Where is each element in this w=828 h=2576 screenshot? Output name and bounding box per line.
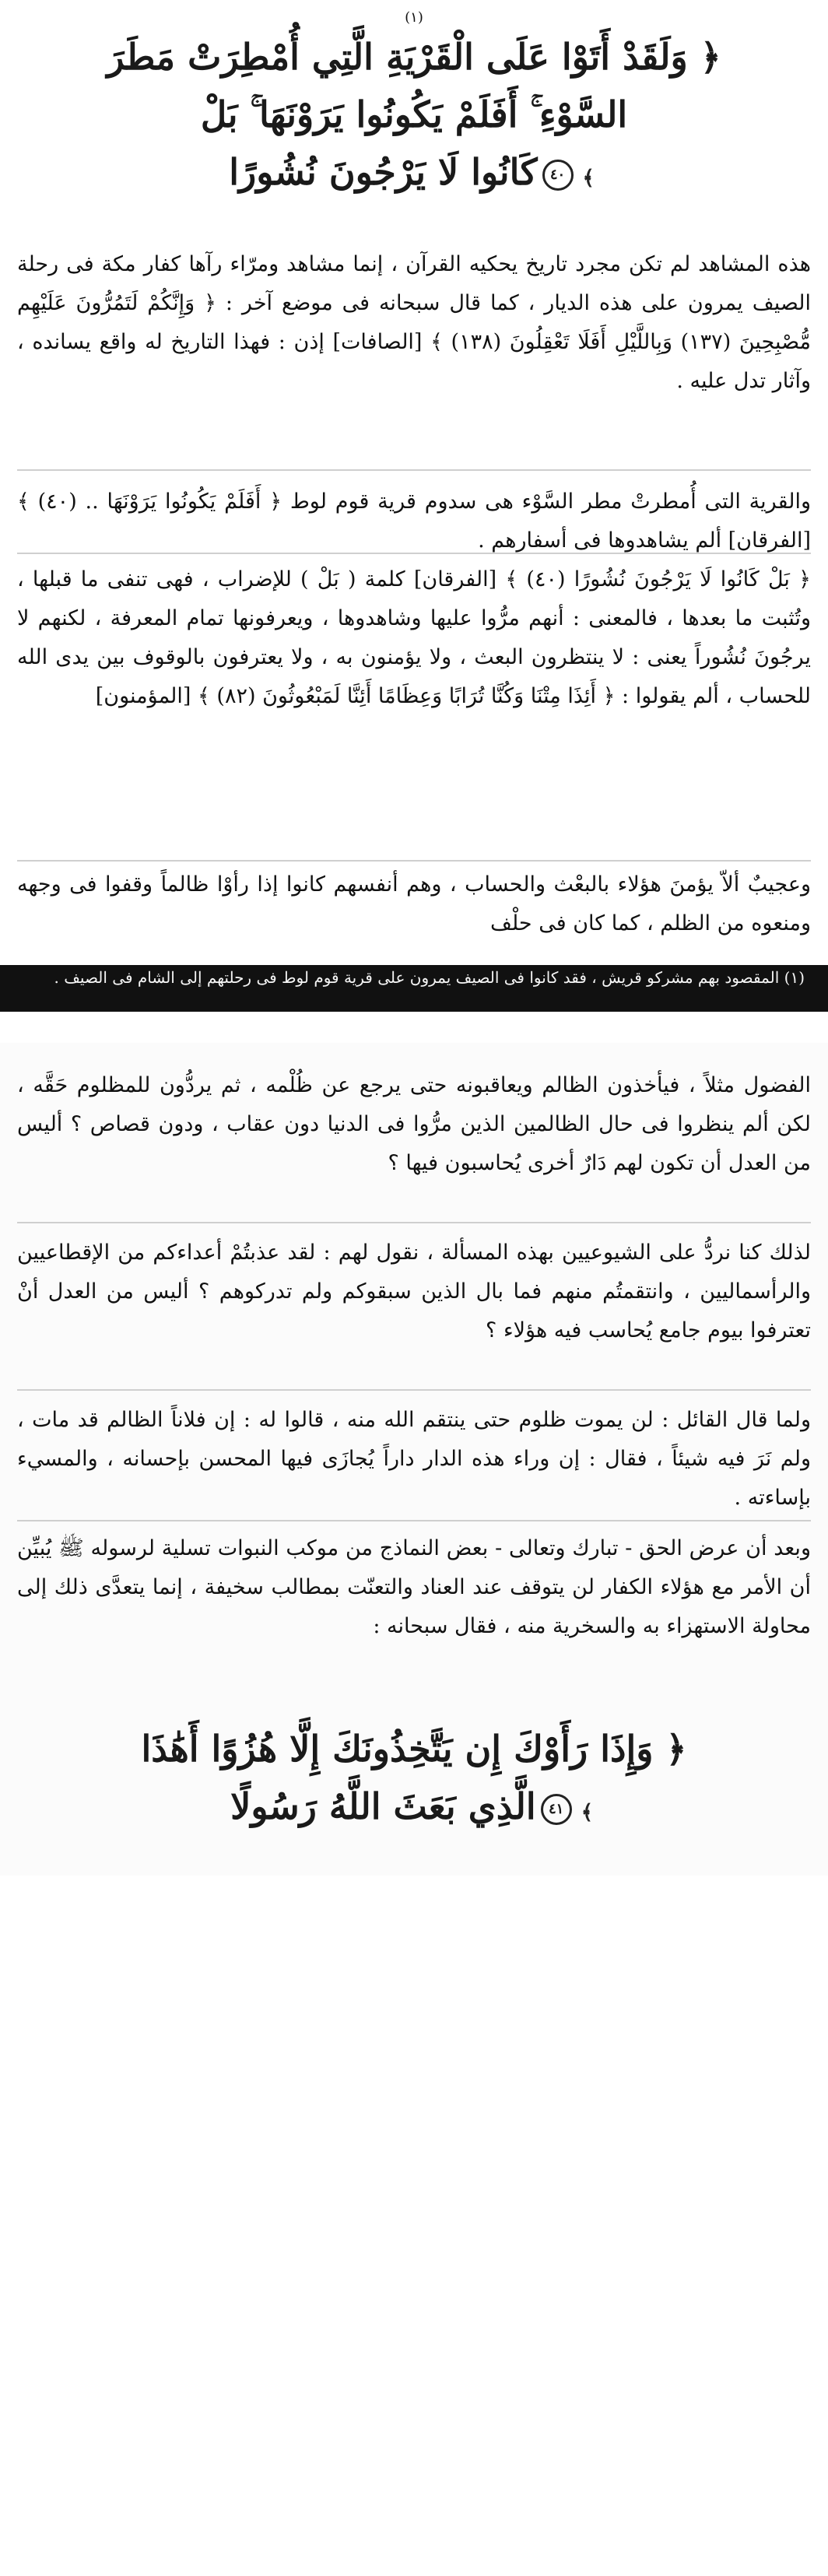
verse-line: ﴿ وَلَقَدْ أَتَوْا عَلَى الْقَرْيَةِ الَّتِي أُمْطِرَتْ مَطَرَ: [107, 36, 721, 78]
divider: [17, 1222, 811, 1223]
verse-number: ٤٠: [542, 160, 574, 191]
verse-number: ٤١: [541, 1794, 572, 1825]
footnote-bar: (١) المقصود بهم مشركو قريش ، فقد كانوا فى الصيف يمرون على قرية قوم لوط فى رحلتهم إلى الشام فى الصيف .: [0, 965, 828, 1012]
bottom-page: [0, 1043, 828, 1876]
closing-verse: [31, 1720, 797, 1841]
verse-line: [31, 143, 797, 207]
paragraph: والقرية التى أُمطرتْ مطر السَّوْء هى سدوم قرية قوم لوط ﴿ أَفَلَمْ يَكُونُوا يَرَوْنَهَا .. (٤٠) ﴾ [الفرقان] ألم يشاهدوها فى أسفارهم .: [17, 490, 811, 553]
footnote-marker: (١): [405, 9, 423, 26]
verse-end-ornament: ﴾: [581, 1801, 593, 1824]
paragraph: الفضول مثلاً ، فيأخذون الظالم ويعاقبونه حتى يرجع عن ظُلْمه ، ثم يردُّون للمظلوم حَقَّه ، لكن ألم ينظروا فى حال الظالمين الذين مرُّوا فى الدنيا دون عقاب ، ودون قصاص ؟ أليس من العدل أن تكون لهم دَارٌ أخرى يُحاسبون فيها ؟: [17, 1073, 811, 1175]
paragraph: ﴿ بَلْ كَانُوا لَا يَرْجُونَ نُشُورًا (٤٠) ﴾ [الفرقان] كلمة ( بَلْ ) للإضراب ، فهى تنفى ما قبلها ، وتُثبت ما بعدها ، فالمعنى : أنهم مرُّوا عليها وشاهدوها ، ويعرفونها تمام المعرفة ، لكنهم لا يرجُونَ نُشُوراً يعنى : لا ينتظرون البعث ، ولا يؤمنون به ، ولا يعترفون بالوقوف بين يدى الله للحساب ، ألم يقولوا : ﴿ أَئِذَا مِتْنَا وَكُنَّا تُرَابًا وَعِظَامًا أَئِنَّا لَمَبْعُوثُونَ (٨٢) ﴾ [المؤمنون]: [17, 567, 811, 708]
verse-text: الَّذِي بَعَثَ اللَّهُ رَسُولًا: [230, 1785, 536, 1827]
divider: [17, 860, 811, 862]
verse-line: السَّوْءِ ۚ أَفَلَمْ يَكُونُوا يَرَوْنَهَا ۚ بَلْ: [200, 93, 628, 135]
divider: [17, 553, 811, 554]
paragraph: لذلك كنا نردُّ على الشيوعيين بهذه المسألة ، نقول لهم : لقد عذبتُمْ أعداءكم من الإقطاعيين والرأسماليين ، وانتقمتُم منهم فما بال الذين سبقوكم ولم تدركوهم ؟ أليس من العدل أنْ تعترفوا بيوم جامع يُحاسب فيه هؤلاء ؟: [17, 1241, 811, 1342]
paragraph: هذه المشاهد لم تكن مجرد تاريخ يحكيه القرآن ، إنما مشاهد ومرّاء رآها كفار مكة فى رحلة الصيف يمرون على هذه الديار ، كما قال سبحانه فى موضع آخر : ﴿ وَإِنَّكُمْ لَتَمُرُّونَ عَلَيْهِم مُّصْبِحِينَ (١٣٧) وَبِاللَّيْلِ أَفَلَا تَعْقِلُونَ (١٣٨) ﴾ [الصافات] إذن : فهذا التاريخ له واقع يسانده ، وآثار تدل عليه .: [17, 252, 812, 393]
paragraph: وبعد أن عرض الحق - تبارك وتعالى - بعض النماذج من موكب النبوات تسلية لرسوله ﷺ يُبيِّن أن الأمر مع هؤلاء الكفار لن يتوقف عند العناد والتعنّت بمطالب سخيفة ، إنما يتعدَّى ذلك إلى محاولة الاستهزاء به والسخرية منه ، فقال سبحانه :: [17, 1536, 811, 1638]
divider: [17, 1389, 811, 1391]
verse-line: [31, 1778, 797, 1841]
top-page: [0, 0, 828, 1004]
paragraph: ولما قال القائل : لن يموت ظلوم حتى ينتقم الله منه ، قالوا له : إن فلاناً الظالم قد مات ، ولم نَرَ فيه شيئاً ، فقال : إن وراء هذه الدار داراً يُجازَى فيها المحسن بإحسانه ، والمسيء بإساءته .: [17, 1408, 811, 1510]
verse-end-ornament: ﴾: [582, 167, 595, 190]
verse-line: ﴿ وَإِذَا رَأَوْكَ إِن يَتَّخِذُونَكَ إِلَّا هُزُوًا أَهَٰذَا: [141, 1728, 687, 1770]
paragraph: وعجيبٌ ألاّ يؤمنَ هؤلاء بالبعْث والحساب ، وهم أنفسهم كانوا إذا رأوْا ظالماً وقفوا فى وجهه ومنعوه من الظلم ، كما كان فى حلْف: [17, 872, 811, 935]
divider: [17, 1520, 811, 1521]
verse-text: كَانُوا لَا يَرْجُونَ نُشُورًا: [229, 151, 538, 193]
opening-verse: [31, 28, 797, 207]
divider: [17, 469, 811, 471]
